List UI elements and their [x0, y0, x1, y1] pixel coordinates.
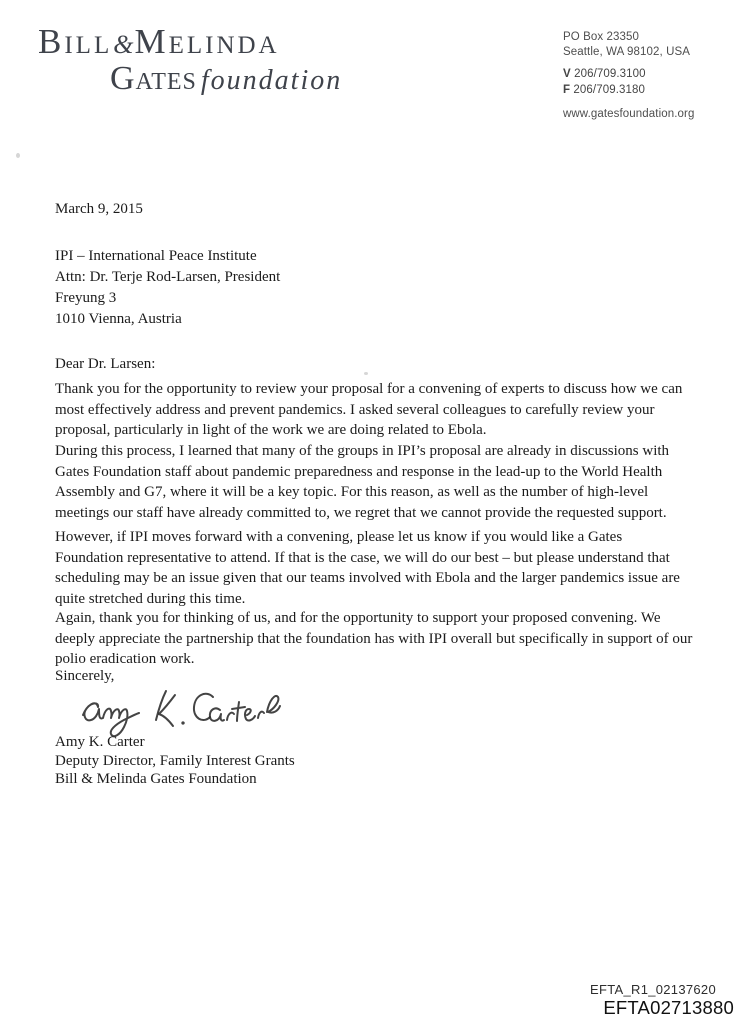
logo-ampersand: &: [113, 30, 134, 59]
paragraph-1-line: Thank you for the opportunity to review your proposal for a convening of experts to discuss how we can: [55, 381, 683, 397]
recipient-attn: Attn: Dr. Terje Rod-Larsen, President: [55, 269, 281, 285]
scan-speck: [16, 153, 20, 158]
po-box-line: PO Box 23350: [563, 31, 640, 43]
signature-stroke-a: [210, 708, 224, 720]
recipient-street: Freyung 3: [55, 290, 117, 306]
paragraph-1: [55, 379, 682, 441]
logo-word-foundation: foundation: [200, 65, 343, 96]
recipient-org: IPI – International Peace Institute: [55, 248, 257, 264]
phone-lines: [563, 66, 694, 98]
signature-stroke-flourish: [267, 696, 280, 713]
document-code-small: EFTA_R1_02137620: [590, 982, 716, 997]
city-line: Seattle, WA 98102, USA: [563, 46, 691, 58]
signer-org: Bill & Melinda Gates Foundation: [55, 771, 257, 787]
closing: Sincerely,: [55, 668, 115, 684]
voice-line: [563, 66, 694, 82]
salutation: Dear Dr. Larsen:: [55, 356, 156, 372]
recipient-address-block: [55, 246, 280, 330]
signer-title: Deputy Director, Family Interest Grants: [55, 752, 295, 769]
paragraph-4: [55, 608, 692, 670]
signature-stroke-e: [245, 709, 255, 720]
paragraph-2-line: During this process, I learned that many of the groups in IPI’s proposal are already in discussions with: [55, 443, 670, 459]
paragraph-2: [55, 441, 669, 523]
recipient-city: 1010 Vienna, Austria: [55, 311, 182, 327]
signature-stroke-t: [232, 702, 245, 721]
paragraph-1-line: most effectively address and prevent pandemics. I asked several colleagues to carefully review your: [55, 401, 655, 418]
letter-date: March 9, 2015: [55, 201, 143, 217]
voice-label: V: [563, 68, 571, 80]
voice-number: 206/709.3100: [574, 68, 646, 80]
paragraph-4-line: Again, thank you for thinking of us, and for the opportunity to support your proposed convening. We: [55, 610, 661, 626]
letterhead-contact-block: [563, 30, 694, 122]
logo-word-gates: Gates: [110, 60, 197, 97]
paragraph-3: [55, 527, 680, 609]
fax-number: 206/709.3180: [573, 84, 645, 96]
paragraph-1-line: proposal, particularly in light of the work we are doing related to Ebola.: [55, 422, 487, 438]
logo-word-melinda: Melinda: [134, 22, 280, 61]
paragraph-2-line: Assembly and G7, where it will be a key topic. For this reason, as well as the number of high-level: [55, 484, 649, 500]
signature-stroke-r: [227, 713, 234, 720]
paragraph-4-line: deeply appreciate the partnership that the foundation has with IPI overall but specifically in support of our: [55, 630, 693, 647]
signer-name: Amy K. Carter: [55, 734, 145, 750]
paragraph-3-line: quite stretched during this time.: [55, 590, 246, 607]
mailing-address: [563, 30, 694, 60]
signature-stroke-r2: [258, 712, 264, 718]
paragraph-2-line: Gates Foundation staff about pandemic preparedness and response in the lead-up to the World Health: [55, 463, 663, 480]
document-code-large: EFTA02713880: [603, 997, 734, 1018]
signer-block: [55, 733, 295, 789]
logo-word-bill: Bill: [38, 22, 113, 61]
logo-line-1: [38, 24, 342, 59]
paragraph-3-line: However, if IPI moves forward with a convening, please let us know if you would like a Gates: [55, 529, 623, 545]
logo-line-2: [38, 62, 342, 96]
gates-foundation-logo: [38, 24, 342, 96]
website-url: www.gatesfoundation.org: [563, 108, 695, 120]
signature-period-dot: [182, 722, 185, 725]
handwritten-signature: [76, 681, 281, 739]
scan-speck: [364, 372, 368, 375]
fax-label: F: [563, 84, 571, 96]
paragraph-3-line: scheduling may be an issue given that our teams involved with Ebola and the larger pandemics issue are: [55, 570, 680, 586]
paragraph-3-line: Foundation representative to attend. If that is the case, we will do our best – but please understand that: [55, 549, 670, 566]
fax-line: [563, 82, 694, 98]
signature-stroke-amy: [83, 703, 139, 736]
paragraph-4-line: polio eradication work.: [55, 651, 195, 667]
paragraph-2-line: meetings our staff have already committed to, we regret that we cannot provide the requested support.: [55, 504, 667, 521]
